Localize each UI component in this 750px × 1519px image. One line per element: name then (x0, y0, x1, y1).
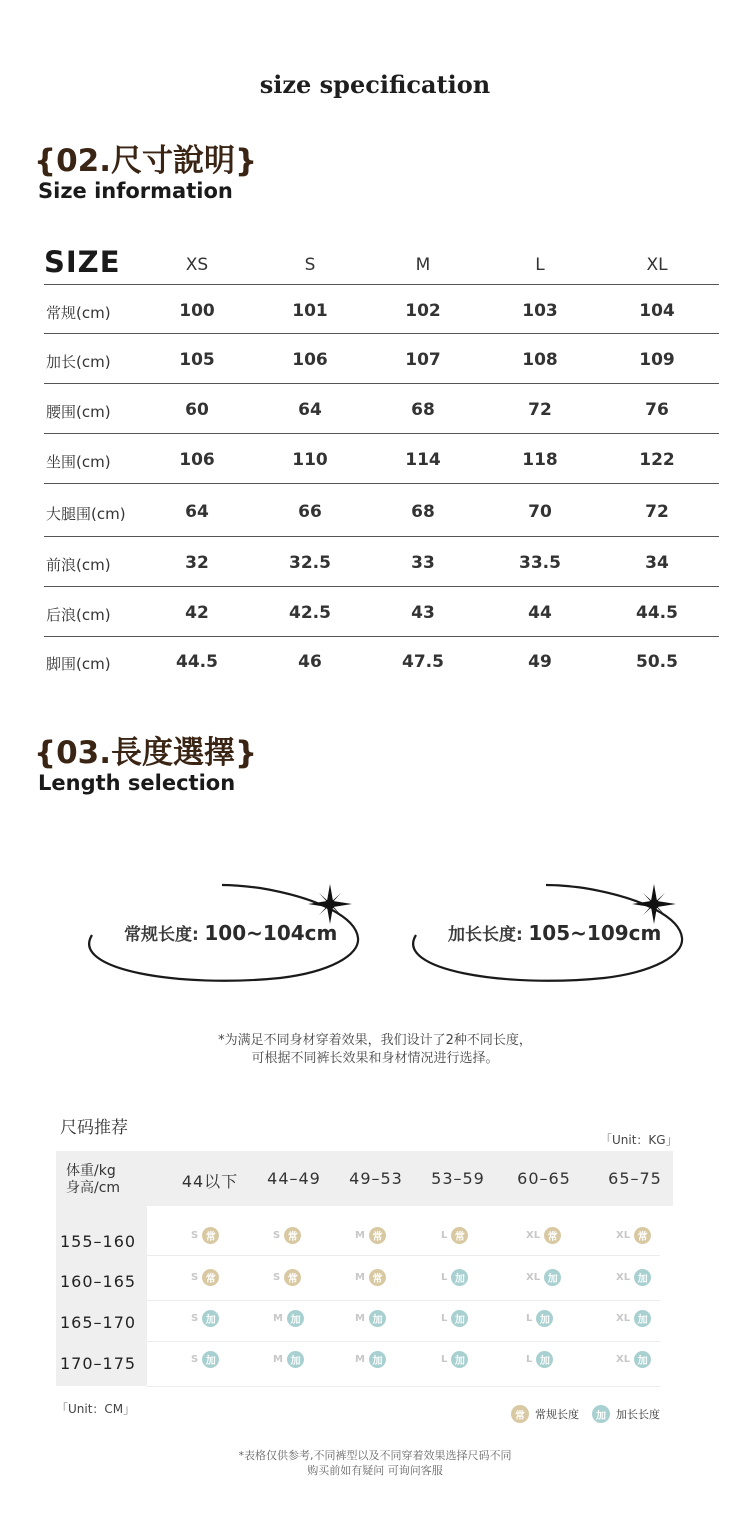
height-row-label: 160–165 (60, 1272, 137, 1291)
long-badge-icon: 加 (536, 1310, 553, 1327)
regular-badge-icon: 常 (284, 1269, 301, 1286)
recommend-cell (191, 1350, 219, 1368)
legend-long (592, 1405, 660, 1423)
size-cell: 100 (179, 301, 215, 321)
long-badge-icon: 加 (634, 1269, 651, 1286)
regular-length-label: 常规长度: (124, 925, 199, 945)
size-row-label: 加长(cm) (46, 353, 111, 371)
size-cell: 32 (185, 553, 209, 573)
size-cell: 72 (645, 502, 669, 522)
recommend-size: M (273, 1312, 283, 1324)
weight-axis-label: 体重/kg (66, 1163, 116, 1179)
size-cell: 44.5 (636, 603, 678, 623)
size-col-header: S (304, 255, 316, 275)
size-section-title-en: Size information (38, 179, 233, 203)
regular-badge-icon: 常 (369, 1227, 386, 1244)
recommend-cell (273, 1350, 304, 1368)
size-col-header: XL (646, 255, 668, 275)
recommend-size: L (526, 1353, 533, 1365)
recommend-size: L (441, 1312, 448, 1324)
size-cell: 68 (411, 502, 435, 522)
regular-badge-icon: 常 (451, 1227, 468, 1244)
size-row-label: 坐围(cm) (46, 453, 111, 471)
long-badge-icon: 加 (202, 1351, 219, 1368)
recommend-cell (355, 1309, 386, 1327)
row-divider (147, 1300, 660, 1301)
recommend-size: XL (616, 1353, 631, 1365)
unit-kg-label: 「Unit：KG」 (600, 1133, 678, 1147)
size-table-row (44, 587, 719, 637)
size-cell: 44 (528, 603, 552, 623)
weight-col-header: 60–65 (517, 1169, 571, 1188)
footer-note-line: 购买前如有疑问 可询问客服 (307, 1464, 443, 1477)
recommend-size: L (526, 1312, 533, 1324)
long-badge-icon: 加 (369, 1351, 386, 1368)
recommend-cell (616, 1268, 651, 1286)
recommend-cell (273, 1309, 304, 1327)
recommend-size: M (355, 1229, 365, 1241)
legend-label: 加长长度 (616, 1408, 660, 1421)
recommend-cell (441, 1226, 468, 1244)
recommend-size: XL (526, 1229, 541, 1241)
recommend-cell (526, 1226, 561, 1244)
recommend-header (56, 1151, 673, 1206)
page-title: size specification (259, 70, 491, 99)
size-cell: 34 (645, 553, 669, 573)
long-badge-icon: 加 (451, 1269, 468, 1286)
recommend-cell (441, 1350, 468, 1368)
length-note-line: *为满足不同身材穿着效果，我们设计了2种不同长度， (218, 1033, 532, 1048)
size-cell: 106 (292, 350, 328, 370)
recommend-cell (526, 1350, 553, 1368)
size-cell: 33 (411, 553, 435, 573)
recommend-size: XL (616, 1229, 631, 1241)
recommend-size: S (191, 1271, 199, 1283)
size-row-label: 后浪(cm) (46, 606, 111, 624)
weight-col-header: 65–75 (608, 1169, 662, 1188)
recommend-cell (616, 1350, 651, 1368)
long-badge-icon: 加 (634, 1351, 651, 1368)
recommend-size: M (355, 1353, 365, 1365)
row-divider (147, 1386, 660, 1387)
recommend-cell (355, 1268, 386, 1286)
size-table-row (44, 434, 719, 484)
size-cell: 64 (298, 400, 322, 420)
recommend-size: XL (616, 1271, 631, 1283)
size-cell: 76 (645, 400, 669, 420)
recommend-cell (355, 1226, 386, 1244)
weight-col-header: 44–49 (267, 1169, 321, 1188)
height-row-label: 170–175 (60, 1354, 137, 1373)
recommend-cell (355, 1350, 386, 1368)
size-col-header: L (535, 255, 545, 275)
recommend-size: S (191, 1229, 199, 1241)
size-col-header: XS (185, 255, 209, 275)
long-badge-icon: 加 (451, 1310, 468, 1327)
regular-length-value: 100~104cm (204, 921, 338, 945)
recommend-cell (273, 1226, 301, 1244)
row-divider (147, 1255, 660, 1256)
size-row-label: 脚围(cm) (46, 655, 111, 673)
long-badge-icon: 加 (369, 1310, 386, 1327)
size-table (44, 245, 719, 685)
length-section-title-cn: {03.長度選擇} (34, 735, 258, 771)
size-row-label: 腰围(cm) (46, 403, 111, 421)
long-badge-icon: 加 (536, 1351, 553, 1368)
size-cell: 104 (639, 301, 675, 321)
long-badge-icon: 加 (202, 1310, 219, 1327)
size-section-title-cn: {02.尺寸說明} (34, 143, 258, 179)
size-cell: 42.5 (289, 603, 331, 623)
long-badge-icon: 加 (634, 1310, 651, 1327)
long-badge-icon: 加 (592, 1405, 610, 1423)
size-cell: 108 (522, 350, 558, 370)
length-section-title-en: Length selection (38, 771, 236, 795)
size-cell: 114 (405, 450, 441, 470)
size-cell: 42 (185, 603, 209, 623)
recommend-size: S (191, 1353, 199, 1365)
recommend-size: S (273, 1271, 281, 1283)
size-cell: 107 (405, 350, 441, 370)
recommend-cell (526, 1309, 553, 1327)
size-cell: 118 (522, 450, 558, 470)
recommend-cell (191, 1309, 219, 1327)
regular-badge-icon: 常 (544, 1227, 561, 1244)
size-cell: 64 (185, 502, 209, 522)
size-cell: 110 (292, 450, 328, 470)
size-row-label: 常规(cm) (46, 304, 111, 322)
size-cell: 101 (292, 301, 328, 321)
length-note-line: 可根据不同裤长效果和身材情况进行选择。 (251, 1051, 499, 1066)
recommend-size: XL (526, 1271, 541, 1283)
recommend-cell (441, 1268, 468, 1286)
size-cell: 66 (298, 502, 322, 522)
height-row-label: 155–160 (60, 1232, 137, 1251)
height-row-label: 165–170 (60, 1313, 137, 1332)
recommend-cell (616, 1226, 651, 1244)
size-cell: 105 (179, 350, 215, 370)
size-cell: 43 (411, 603, 435, 623)
footer-note-line: *表格仅供参考,不同裤型以及不同穿着效果选择尺码不同 (238, 1449, 512, 1462)
size-cell: 102 (405, 301, 441, 321)
size-cell: 122 (639, 450, 675, 470)
size-table-row (44, 484, 719, 537)
size-col-header: M (415, 255, 431, 275)
size-cell: 44.5 (176, 652, 218, 672)
length-section-heading (34, 735, 257, 795)
regular-badge-icon: 常 (634, 1227, 651, 1244)
size-cell: 46 (298, 652, 322, 672)
footer-note (0, 1448, 750, 1478)
legend-label: 常规长度 (535, 1408, 579, 1421)
long-badge-icon: 加 (451, 1351, 468, 1368)
size-row-label: 大腿围(cm) (46, 505, 126, 523)
regular-badge-icon: 常 (202, 1227, 219, 1244)
recommend-size: S (191, 1312, 199, 1324)
recommend-cell (191, 1226, 219, 1244)
weight-col-header: 53–59 (431, 1169, 485, 1188)
size-table-row (44, 334, 719, 384)
length-note (0, 1032, 750, 1068)
size-cell: 47.5 (402, 652, 444, 672)
regular-badge-icon: 常 (369, 1269, 386, 1286)
legend-regular (511, 1405, 579, 1423)
recommend-corner (66, 1163, 120, 1197)
recommend-size: L (441, 1271, 448, 1283)
long-length-option (448, 920, 661, 945)
regular-badge-icon: 常 (511, 1405, 529, 1423)
size-cell: 50.5 (636, 652, 678, 672)
size-header-label: SIZE (44, 245, 121, 279)
size-cell: 70 (528, 502, 552, 522)
row-divider (147, 1341, 660, 1342)
recommend-cell (441, 1309, 468, 1327)
recommend-cell (526, 1268, 561, 1286)
recommend-size: M (355, 1271, 365, 1283)
regular-badge-icon: 常 (284, 1227, 301, 1244)
recommend-cell (616, 1309, 651, 1327)
size-table-header (44, 245, 719, 285)
size-table-row (44, 637, 719, 685)
size-cell: 109 (639, 350, 675, 370)
recommend-size: M (273, 1353, 283, 1365)
weight-col-header: 44以下 (181, 1172, 239, 1191)
recommend-size: L (441, 1229, 448, 1241)
height-axis-label: 身高/cm (66, 1180, 121, 1196)
long-badge-icon: 加 (544, 1269, 561, 1286)
size-cell: 60 (185, 400, 209, 420)
long-badge-icon: 加 (287, 1351, 304, 1368)
weight-col-header: 49–53 (349, 1169, 403, 1188)
recommend-cell (273, 1268, 301, 1286)
long-badge-icon: 加 (287, 1310, 304, 1327)
recommend-size: M (355, 1312, 365, 1324)
recommend-size: XL (616, 1312, 631, 1324)
size-table-row (44, 537, 719, 587)
size-cell: 68 (411, 400, 435, 420)
long-length-label: 加长长度: (448, 925, 523, 945)
size-table-row (44, 285, 719, 334)
size-cell: 49 (528, 652, 552, 672)
recommend-size: S (273, 1229, 281, 1241)
size-cell: 32.5 (289, 553, 331, 573)
size-section-heading (34, 143, 257, 203)
size-cell: 103 (522, 301, 558, 321)
recommend-title: 尺码推荐 (60, 1118, 128, 1138)
size-cell: 72 (528, 400, 552, 420)
size-cell: 106 (179, 450, 215, 470)
regular-badge-icon: 常 (202, 1269, 219, 1286)
recommend-cell (191, 1268, 219, 1286)
size-cell: 33.5 (519, 553, 561, 573)
long-length-value: 105~109cm (528, 921, 662, 945)
size-row-label: 前浪(cm) (46, 556, 111, 574)
recommend-size: L (441, 1353, 448, 1365)
size-table-row (44, 384, 719, 434)
unit-cm-label: 「Unit：CM」 (56, 1402, 136, 1416)
regular-length-option (124, 920, 337, 945)
